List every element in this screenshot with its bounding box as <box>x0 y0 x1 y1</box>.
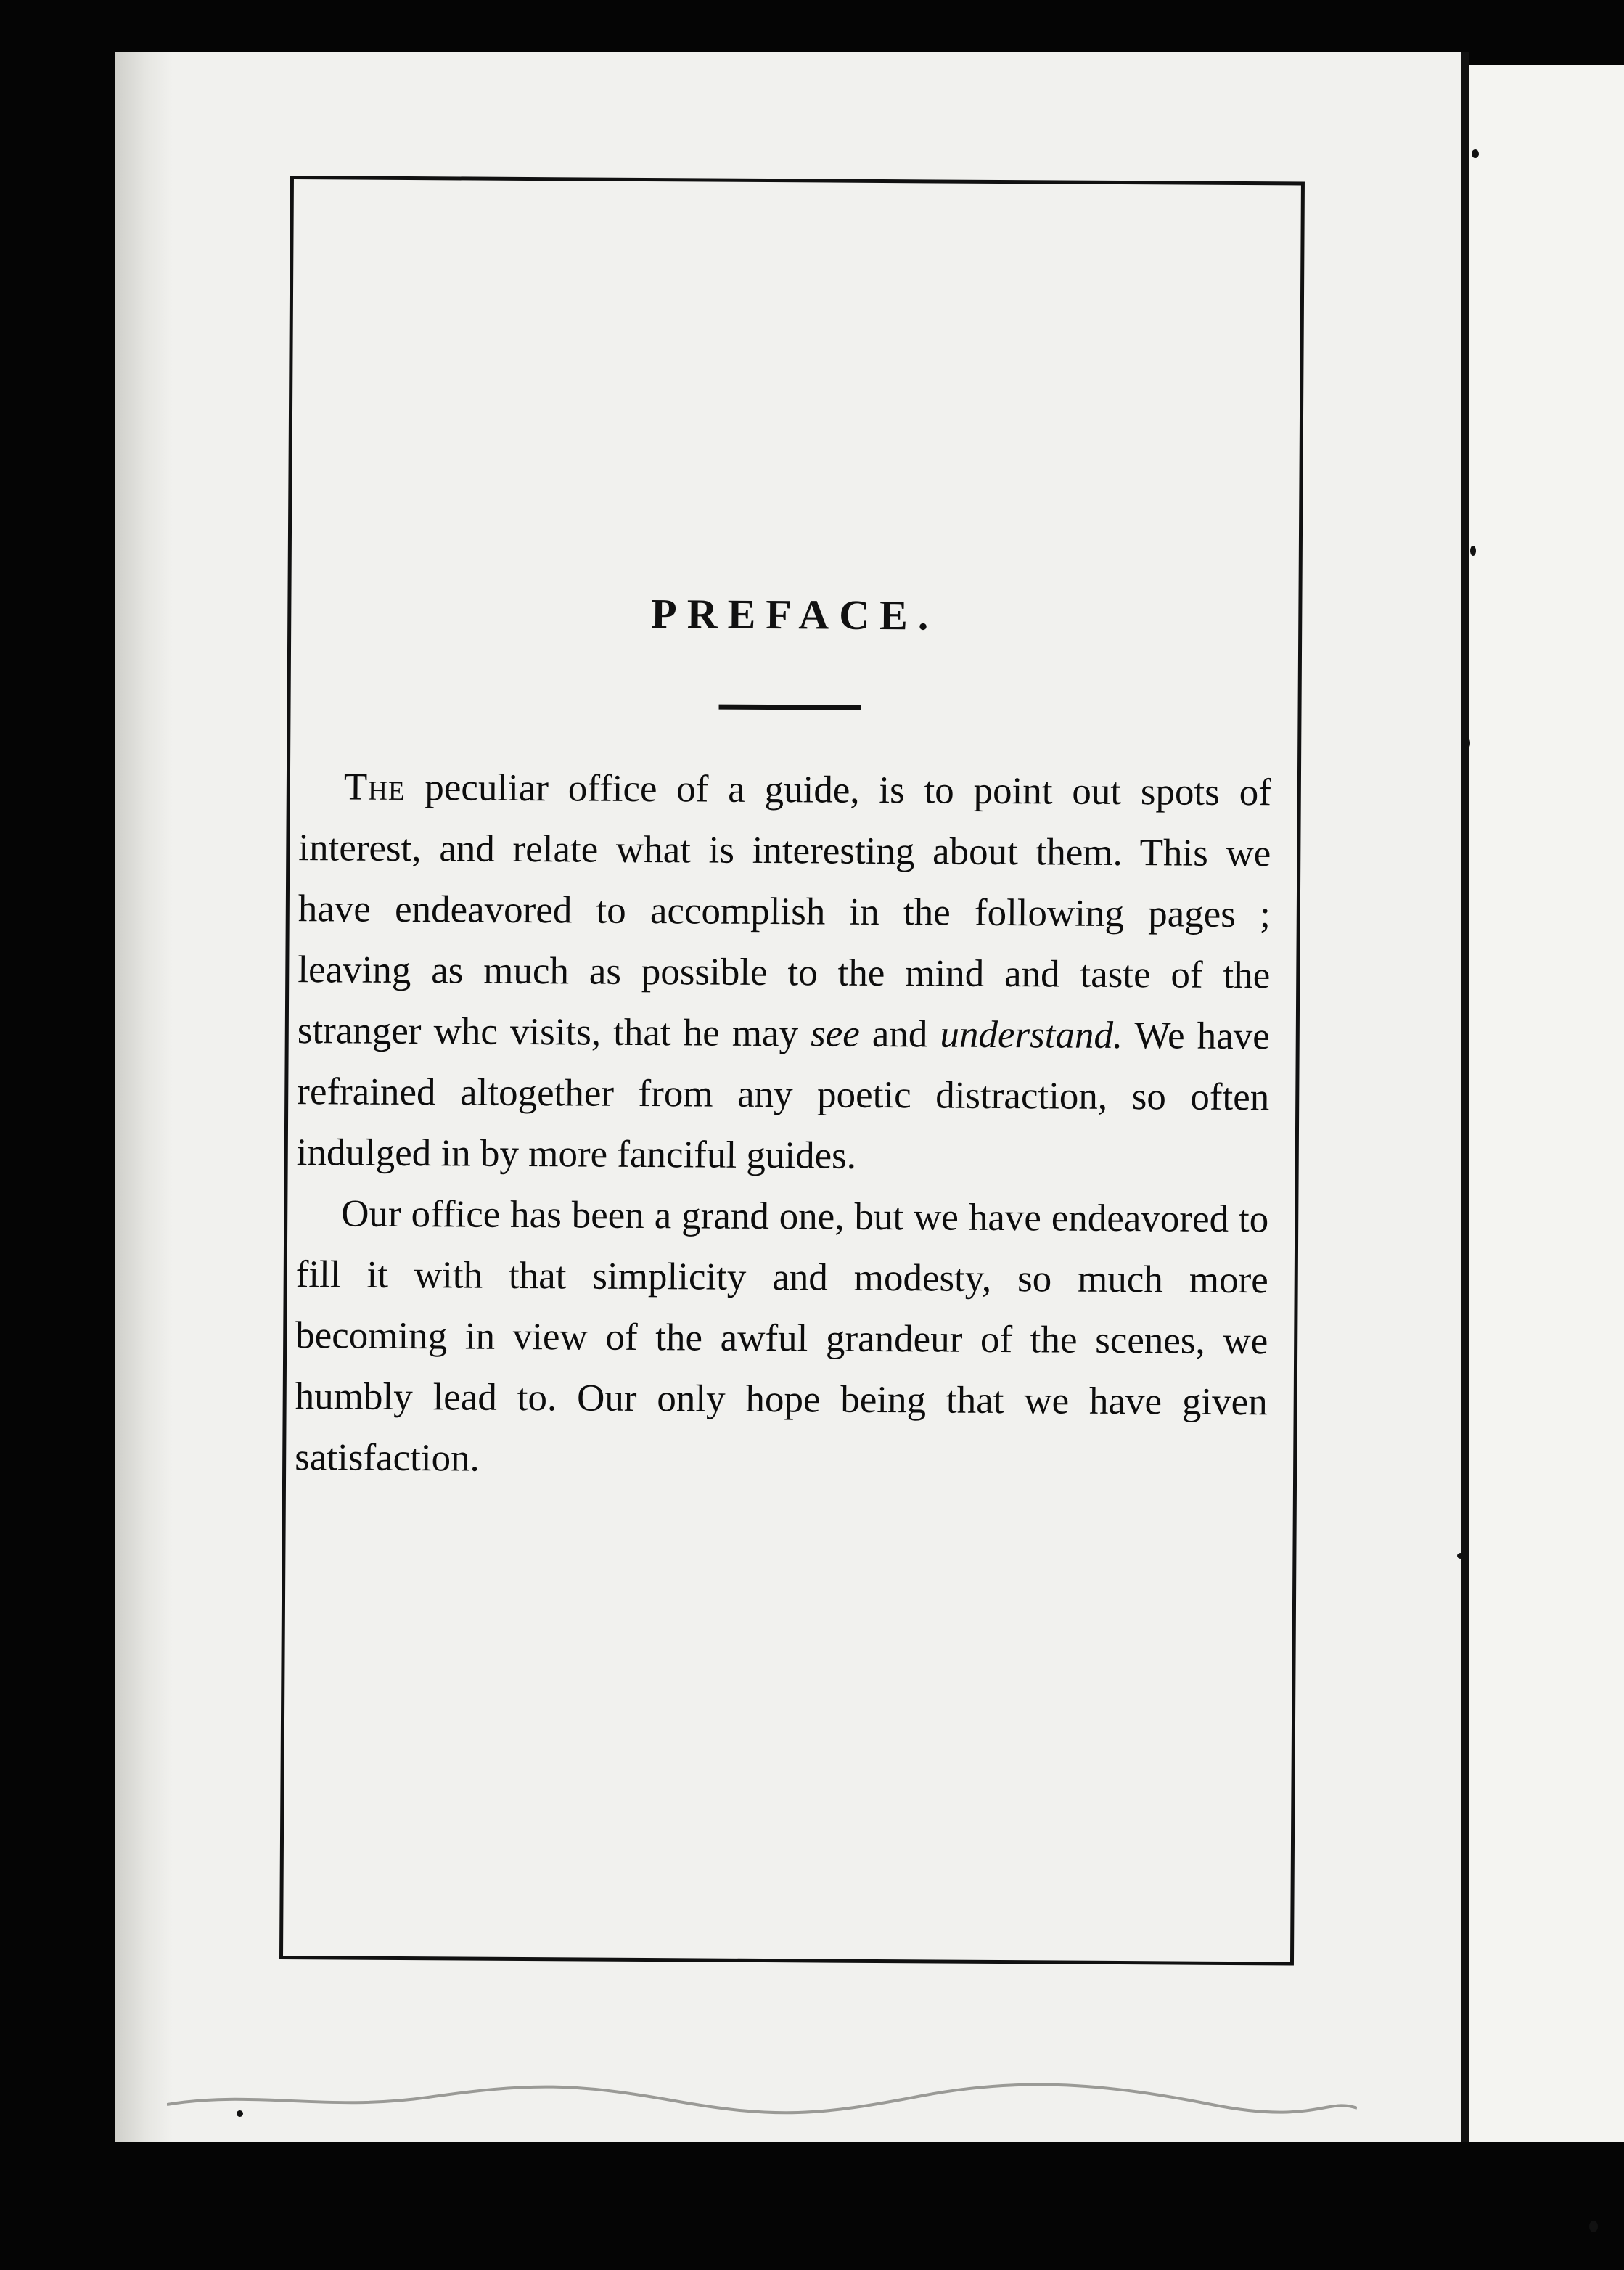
paragraph-text: peculiar office of a guide, is to point out spots of interest, and relate what is interesting about them. This we have endeavored to accomplish in the following pages ; leaving as much as possible to the mind and taste of the stranger whc visits, that he may <box>297 766 1272 1055</box>
text-border-frame <box>279 176 1305 1965</box>
opening-word: The <box>343 766 406 808</box>
title-underline-rule <box>719 705 861 710</box>
paragraph-text: and <box>859 1012 940 1056</box>
page-title: PREFACE. <box>651 590 939 639</box>
preface-paragraph-1 <box>297 756 1272 1189</box>
ink-speck <box>1464 737 1470 749</box>
paragraph-text: We have refrained altogether from any poetic distraction, so often indulged in by more fanciful guides. <box>296 1015 1270 1177</box>
preface-paragraph-2: Our office has been a grand one, but we have endeavored to fill it with that simplicity and modesty, so much more becoming in view of the awful grandeur of the scenes, we humbly lead to. Our only hope being that we have given satisfaction. <box>295 1192 1269 1480</box>
book-spine-gutter <box>1461 52 1469 2142</box>
facing-page-edge <box>1469 65 1624 2142</box>
ink-speck <box>237 2110 243 2117</box>
italic-word: understand. <box>940 1013 1123 1057</box>
ink-speck <box>1589 2221 1598 2232</box>
ink-speck <box>1472 149 1479 158</box>
ink-speck <box>1457 1553 1464 1559</box>
ink-speck <box>1470 546 1476 556</box>
italic-word: see <box>810 1012 860 1055</box>
preface-body <box>295 756 1271 1493</box>
page-edge-shading <box>115 52 173 2142</box>
